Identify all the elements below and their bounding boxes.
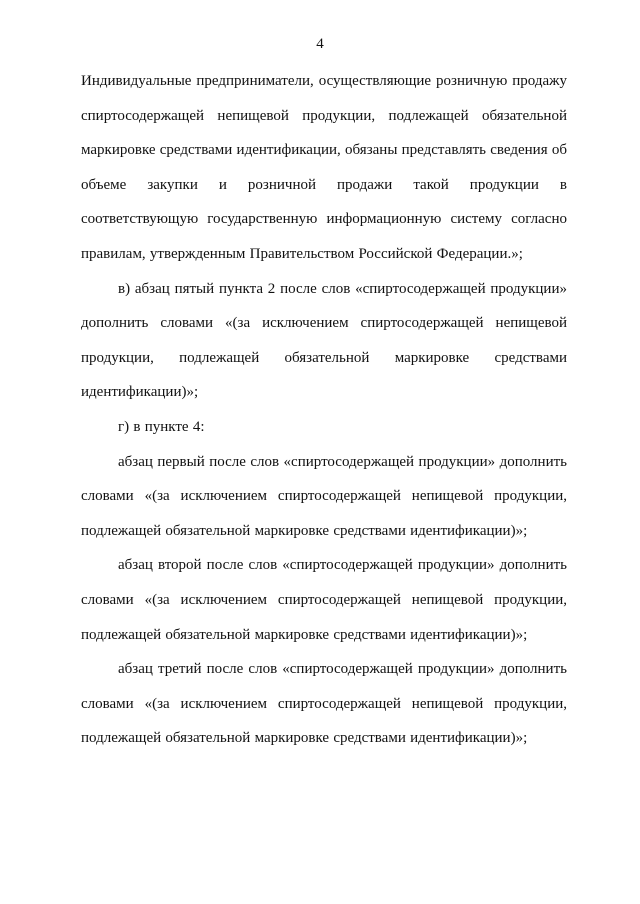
page-number: 4 bbox=[316, 36, 324, 52]
paragraph-third-subparagraph: абзац третий после слов «спиртосодержащей продукции» дополнить словами «(за исключением спиртосодержащей непищевой продукции, подлежащей обязательной маркировке средствами идентификации)»; bbox=[81, 661, 567, 747]
paragraph-second-subparagraph: абзац второй после слов «спиртосодержащей продукции» дополнить словами «(за исключением спиртосодержащей непищевой продукции, подлежащей обязательной маркировке средствами идентификации)»; bbox=[81, 557, 567, 643]
paragraph-item-v: в) абзац пятый пункта 2 после слов «спиртосодержащей продукции» дополнить словами «(за исключением спиртосодержащей непищевой продукции, подлежащей обязательной маркировке средствами идентификации)»; bbox=[81, 280, 567, 401]
paragraph-entrepreneurs-reporting: Индивидуальные предприниматели, осуществляющие розничную продажу спиртосодержащей непищевой продукции, подлежащей обязательной маркировке средствами идентификации, обязаны представлять сведения об объеме закупки и розничной продажи такой продукции в соответствующую государственную информационную систему согласно правилам, утвержденным Правительством Российской Федерации.»; bbox=[81, 73, 567, 262]
document-body bbox=[81, 64, 567, 756]
paragraph-first-subparagraph: абзац первый после слов «спиртосодержащей продукции» дополнить словами «(за исключением спиртосодержащей непищевой продукции, подлежащей обязательной маркировке средствами идентификации)»; bbox=[81, 453, 567, 539]
paragraph-item-g: г) в пункте 4: bbox=[118, 418, 205, 435]
